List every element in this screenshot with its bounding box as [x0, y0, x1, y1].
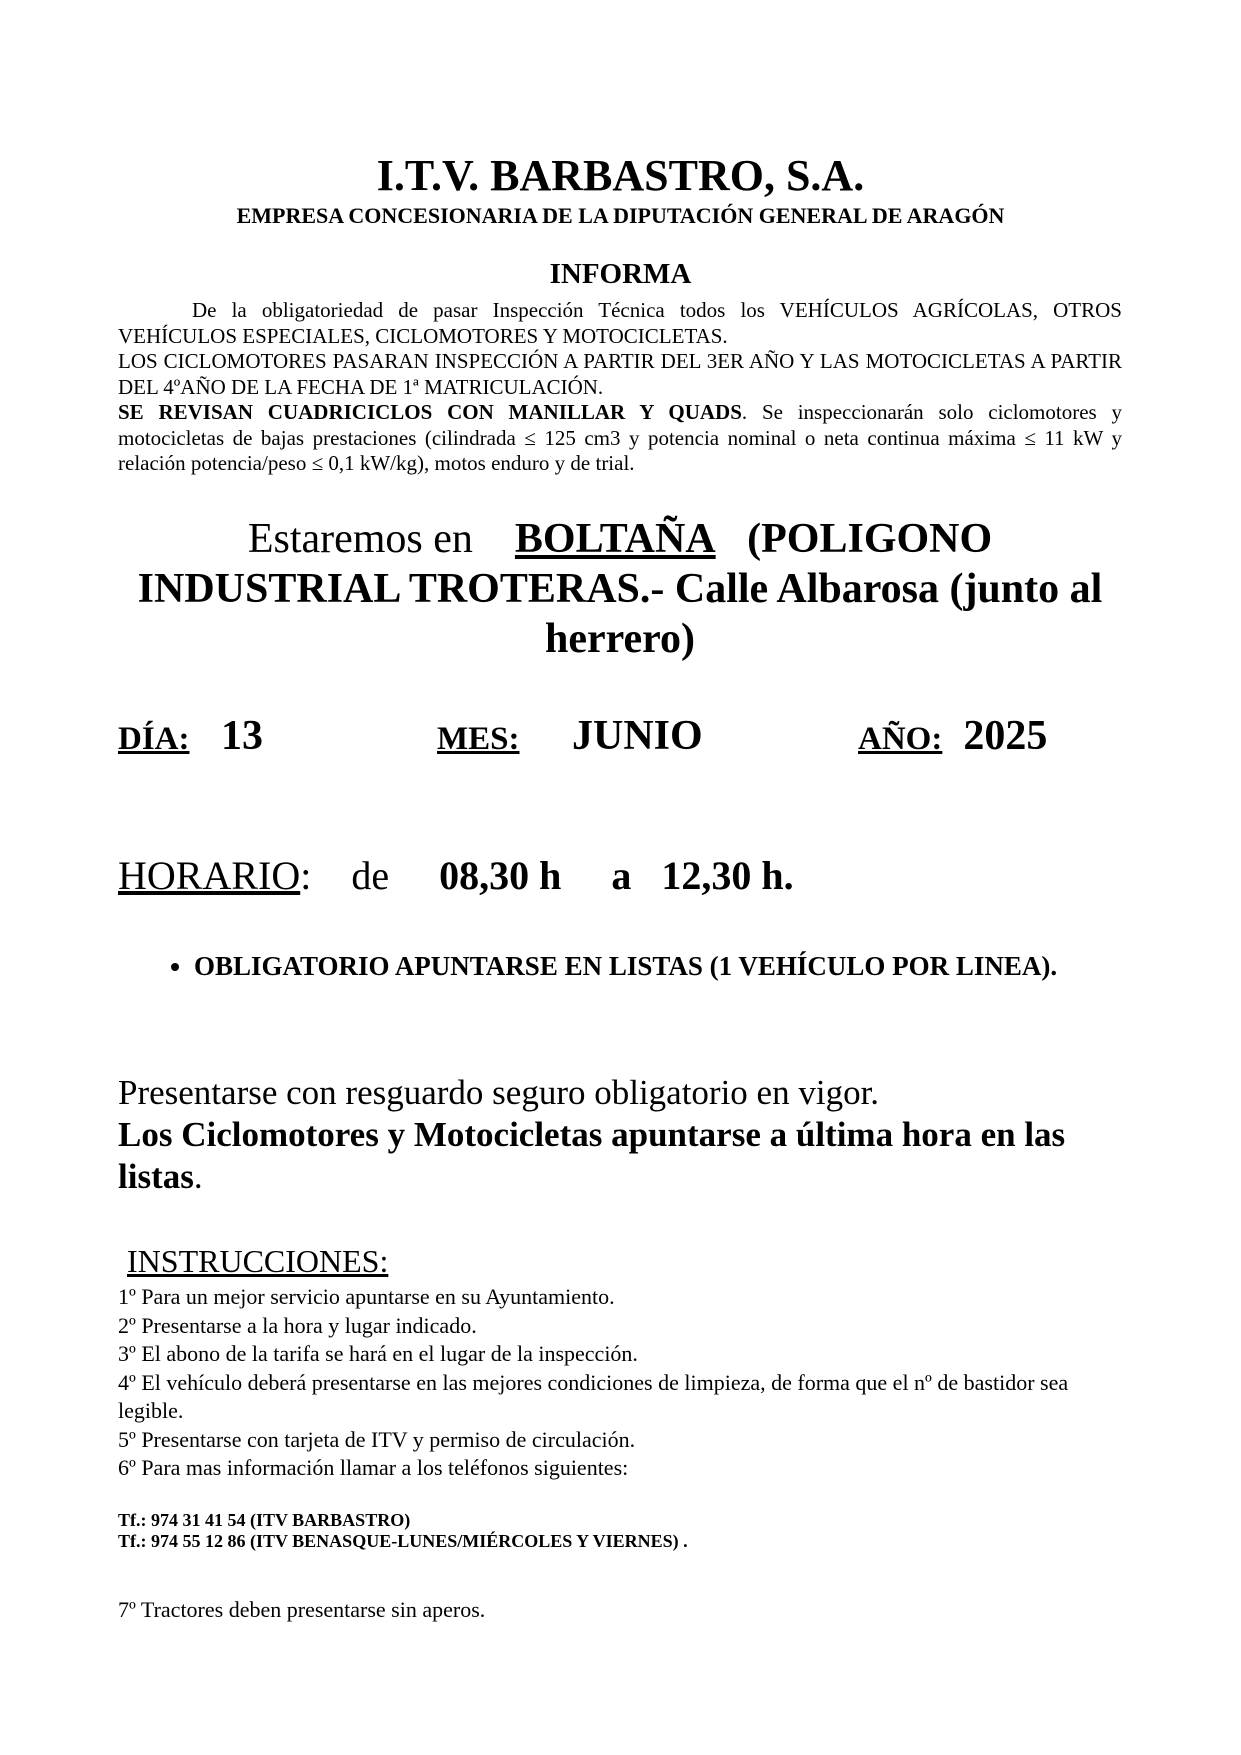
bullet-item: • OBLIGATORIO APUNTARSE EN LISTAS (1 VEHÍCULO POR LINEA). [194, 950, 1094, 983]
instruction-item-last: 7º Tractores deben presentarse sin aperos. [118, 1597, 486, 1622]
document-title: I.T.V. BARBASTRO, S.A. [376, 151, 865, 200]
day-label: DÍA: [118, 721, 190, 757]
schedule-start: 08,30 h [439, 853, 562, 898]
intro-paragraph-1: De la obligatoriedad de pasar Inspección Técnica todos los VEHÍCULOS AGRÍCOLAS, OTROS VEHÍCULOS ESPECIALES, CICLOMOTORES Y MOTOCICLETAS. [118, 298, 1122, 348]
instruction-item: 4º El vehículo deberá presentarse en las mejores condiciones de limpieza, de forma que el nº de bastidor sea legible. [118, 1369, 1069, 1423]
notice-line-2 [118, 1114, 1118, 1198]
year-group [858, 712, 1047, 760]
location-place: BOLTAÑA [514, 516, 716, 562]
schedule-colon: : [300, 853, 312, 898]
phone-list [118, 1510, 688, 1552]
day-group [118, 712, 263, 760]
schedule-from-word: de [351, 853, 390, 898]
month-value: JUNIO [572, 713, 703, 759]
instruction-item: 3º El abono de la tarifa se hará en el lugar de la inspección. [118, 1341, 638, 1366]
year-value: 2025 [963, 713, 1048, 759]
notice-line-1: Presentarse con resguardo seguro obligatorio en vigor. [118, 1073, 880, 1112]
schedule-label: HORARIO [118, 853, 301, 898]
schedule-end: 12,30 h. [661, 853, 794, 898]
location-block [100, 514, 1140, 664]
notice-block [118, 1072, 1118, 1198]
phone-line: Tf.: 974 55 12 86 (ITV BENASQUE-LUNES/MIÉRCOLES Y VIERNES) . [118, 1531, 688, 1551]
schedule-to-word: a [611, 853, 632, 898]
informa-heading: INFORMA [549, 258, 692, 290]
location-prefix: Estaremos en [247, 516, 473, 562]
day-value: 13 [221, 713, 263, 759]
intro-paragraph-3 [118, 400, 1122, 477]
instructions-title: INSTRUCCIONES: [127, 1243, 389, 1279]
document-subtitle: EMPRESA CONCESIONARIA DE LA DIPUTACIÓN GENERAL DE ARAGÓN [236, 203, 1005, 228]
instruction-item: 1º Para un mejor servicio apuntarse en su Ayuntamiento. [118, 1284, 615, 1309]
intro-paragraph-2: LOS CICLOMOTORES PASARAN INSPECCIÓN A PARTIR DEL 3ER AÑO Y LAS MOTOCICLETAS A PARTIR DEL 4ºAÑO DE LA FECHA DE 1ª MATRICULACIÓN. [118, 349, 1122, 399]
instruction-item: 5º Presentarse con tarjeta de ITV y permiso de circulación. [118, 1426, 636, 1452]
instructions-list [118, 1283, 1118, 1483]
schedule-row [118, 852, 794, 899]
location-line-3: herrero) [544, 616, 696, 662]
intro-bold-text: SE REVISAN CUADRICICLOS CON MANILLAR Y QUADS [118, 400, 742, 424]
year-label: AÑO: [858, 721, 943, 757]
location-line-2: INDUSTRIAL TROTERAS.- Calle Albarosa (junto al [137, 566, 1103, 612]
location-line-1 [100, 514, 1140, 564]
instruction-item: 6º Para mas información llamar a los teléfonos siguientes: [118, 1455, 629, 1480]
instruction-item: 2º Presentarse a la hora y lugar indicado. [118, 1312, 477, 1338]
location-line-1-rest: (POLIGONO [747, 516, 993, 562]
intro-paragraph-3-rest: . Se inspeccionarán solo ciclomotores y motocicletas de bajas prestaciones (cilindrada ≤ 125 cm3 y potencia nominal o neta continua máxima ≤ 11 kW y relación potencia/peso ≤ 0,1 kW/kg), motos enduro y de trial. [118, 400, 1122, 475]
notice-bold-text: Los Ciclomotores y Motocicletas apuntarse a última hora en las listas [118, 1115, 1066, 1196]
month-group [437, 712, 703, 760]
month-label: MES: [437, 721, 520, 757]
phone-line: Tf.: 974 31 41 54 (ITV BARBASTRO) [118, 1510, 411, 1530]
intro-text [118, 298, 1122, 477]
bullet-list [150, 950, 1094, 983]
notice-line-2-end: . [193, 1157, 203, 1196]
